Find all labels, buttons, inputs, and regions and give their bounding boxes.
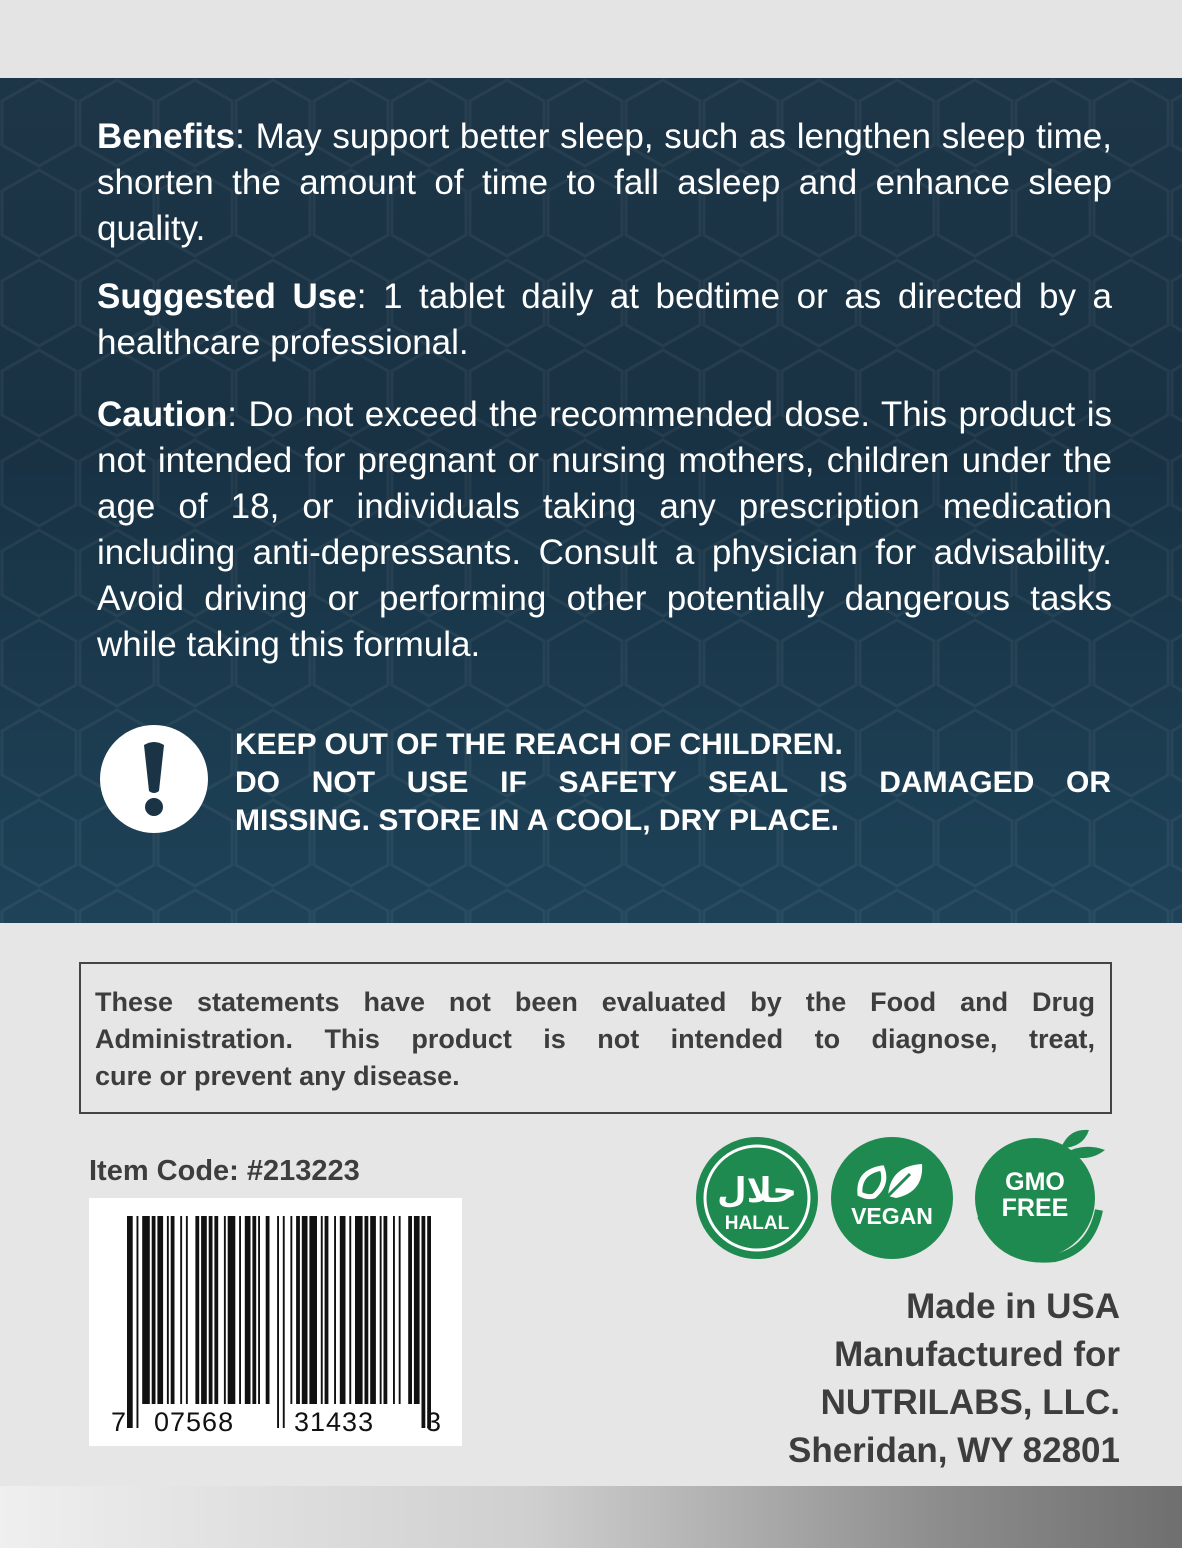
fda-line-1: These statements have not been evaluated by the Food and Drug [95,987,1095,1017]
warning-line-1: KEEP OUT OF THE REACH OF CHILDREN. [235,728,843,761]
caution-paragraph [97,392,1112,668]
warning-text [235,726,1111,840]
barcode-digit-last: 3 [426,1407,442,1437]
barcode-bar [302,1216,308,1404]
barcode-bar [137,1216,139,1428]
gmo-label: GMO [1005,1168,1065,1196]
barcode-bar [393,1216,395,1404]
fda-line-2: Administration. This product is not intended to diagnose, treat, [95,1024,1095,1054]
warning-line-2: DO NOT USE IF SAFETY SEAL IS DAMAGED OR [235,766,1111,799]
barcode-bar [309,1216,317,1404]
barcode-bar [239,1216,241,1404]
free-label: FREE [1001,1194,1069,1222]
barcode-bar [365,1216,369,1404]
barcode-bar [290,1216,292,1404]
barcode-bar [258,1216,260,1404]
halal-arabic: حلال [717,1171,797,1211]
manufacturer-info [788,1283,1120,1475]
barcode-bar [355,1216,363,1404]
caution-text: : Do not exceed the recommended dose. This product is not intended for pregnant or nursing mothers, children under the age of 18, or individuals taking any prescription medication including anti-depressants. Consult a physician for advisability. Avoid driving or performing other potentially dangerous tasks while taking this formula. [97,395,1112,664]
fda-disclaimer-box [79,962,1112,1114]
barcode-bar [399,1216,401,1404]
barcode-bar [186,1216,188,1404]
company-name: NUTRILABS, LLC. [820,1383,1120,1422]
barcode-bar [349,1216,351,1404]
barcode-bar [252,1216,256,1404]
company-address: Sheridan, WY 82801 [787,1431,1120,1470]
barcode-bar [228,1216,236,1404]
barcode-digit-first: 7 [111,1407,127,1437]
barcode-bar [201,1216,207,1404]
gmo-free-icon [965,1124,1113,1266]
vegan-leaf-icon [830,1136,954,1260]
barcode-bar [157,1216,163,1404]
barcode-digits-right: 31433 [294,1407,375,1437]
barcode-bar [325,1216,329,1404]
barcode-bar [340,1216,346,1404]
barcode-bar [167,1216,169,1404]
barcode-bar [370,1216,376,1404]
barcode-bar [266,1216,270,1404]
barcode-bar [422,1216,426,1428]
barcode-bar [414,1216,420,1404]
barcode-bar [296,1216,300,1404]
barcode-digits-left: 07568 [154,1407,235,1437]
barcode-bars [89,1198,462,1446]
barcode-bar [214,1216,218,1404]
barcode-bar [180,1216,182,1404]
vegan-label: VEGAN [851,1203,933,1229]
caution-heading: Caution [97,395,228,434]
halal-badge-icon [695,1136,819,1260]
barcode-bar [142,1216,150,1404]
warning-line-3: MISSING. STORE IN A COOL, DRY PLACE. [235,804,839,837]
directions-panel [0,78,1182,923]
barcode-bar [380,1216,382,1404]
exclamation-icon [100,725,208,833]
barcode-bar [384,1216,388,1404]
barcode-bar [171,1216,175,1404]
barcode-bar [195,1216,199,1404]
barcode-bar [427,1216,431,1428]
suggested-use-heading: Suggested Use [97,277,357,316]
suggested-use-text: : 1 tablet daily at bedtime or as directed by a healthcare professional. [97,277,1112,362]
barcode-bar [127,1216,133,1428]
benefits-heading: Benefits [97,117,236,156]
barcode-bar [334,1216,336,1404]
barcode-bar [283,1216,285,1428]
barcode-bar [277,1216,279,1428]
barcode-bar [152,1216,156,1404]
barcode-bar [245,1216,251,1404]
fda-disclaimer-text [95,984,1095,1095]
manufactured-for: Manufactured for [834,1335,1120,1374]
suggested-use-paragraph [97,274,1112,366]
item-code: Item Code: #213223 [89,1155,360,1187]
barcode-bar [321,1216,323,1404]
benefits-paragraph [97,114,1112,252]
barcode-bar [209,1216,213,1404]
benefits-text: : May support better sleep, such as lengthen sleep time, shorten the amount of time to fall asleep and enhance sleep quality. [97,117,1112,248]
barcode-bar [408,1216,412,1404]
halal-label: HALAL [724,1213,790,1234]
fda-line-3: cure or prevent any disease. [95,1061,460,1091]
made-in-usa: Made in USA [906,1287,1120,1326]
top-band [0,0,1182,78]
bottom-band [0,1486,1182,1548]
barcode [89,1198,462,1446]
barcode-bar [224,1216,226,1404]
